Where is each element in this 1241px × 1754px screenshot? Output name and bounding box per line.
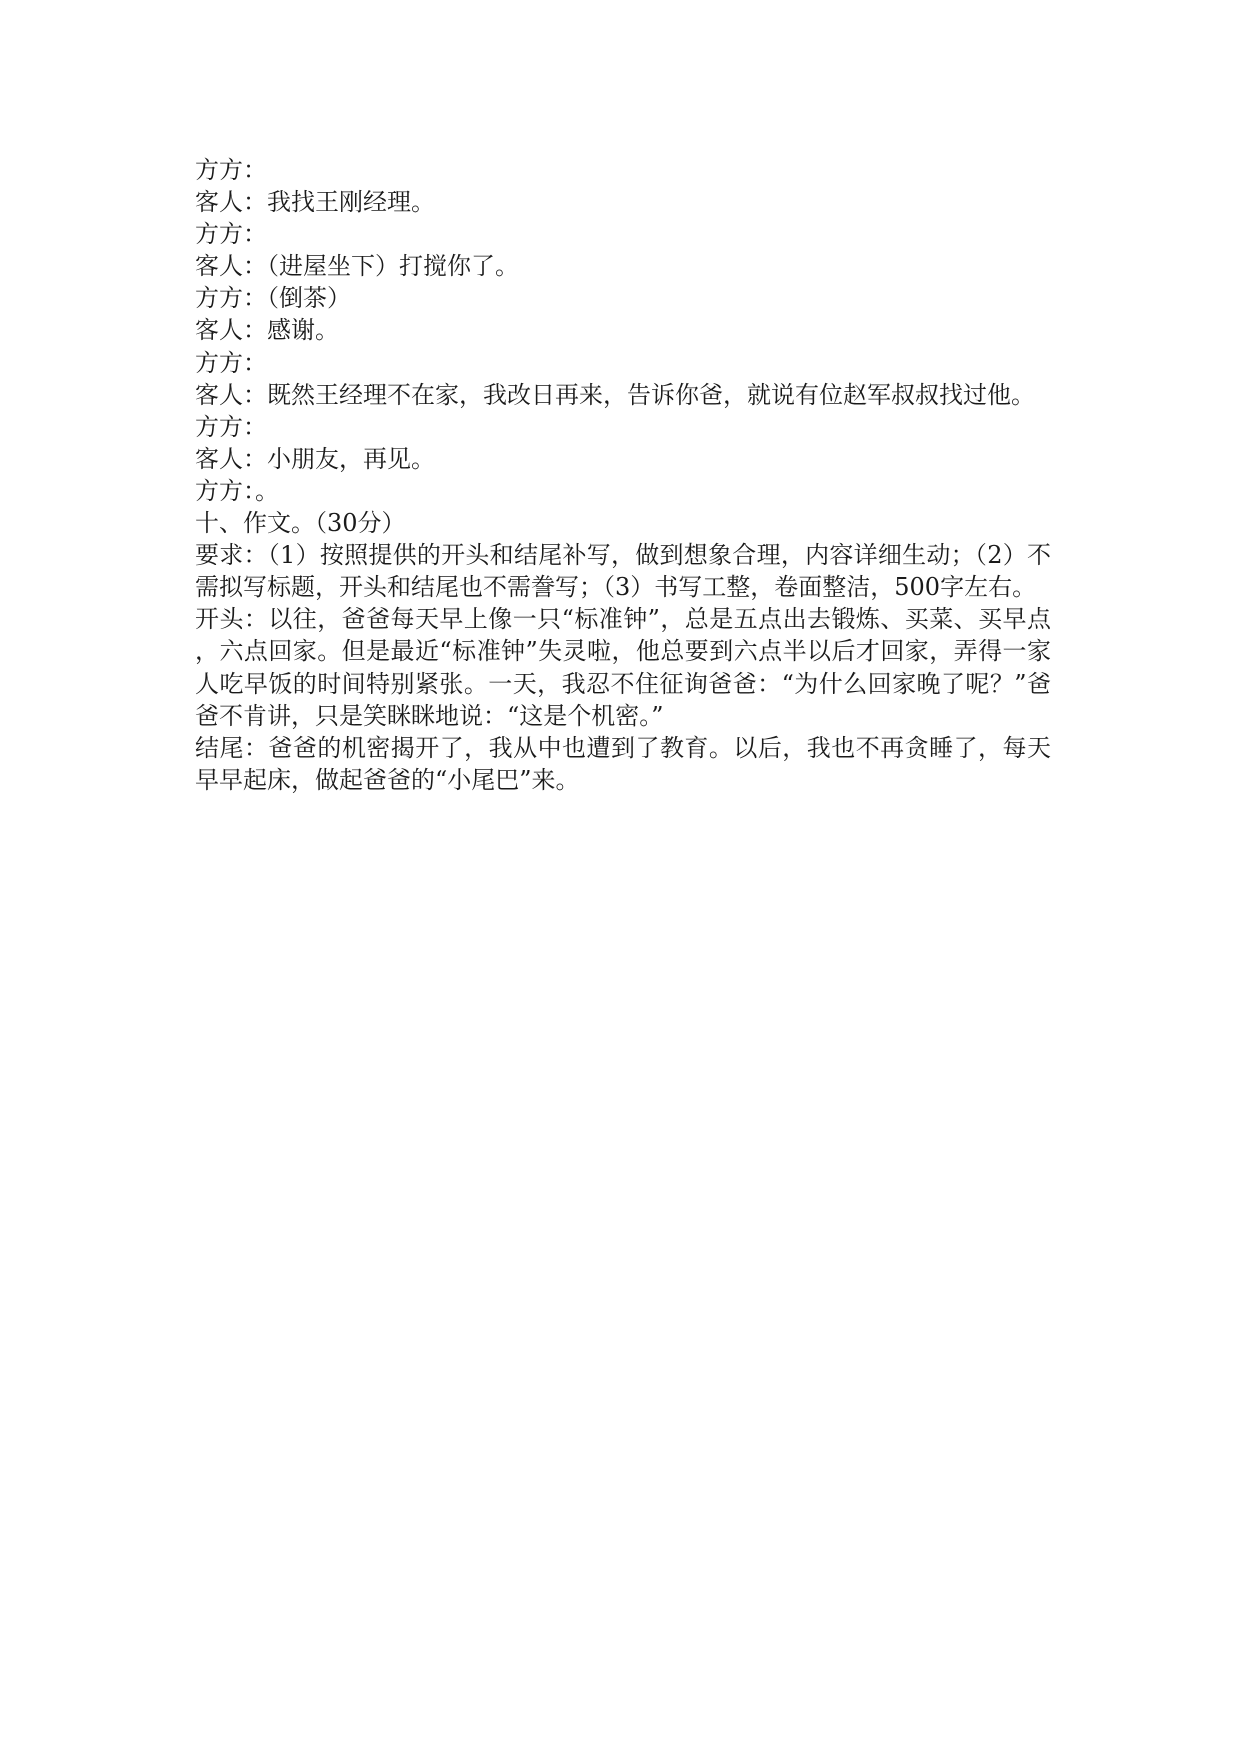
dialogue-line: 客人：既然王经理不在家，我改日再来，告诉你爸，就说有位赵军叔叔找过他。 [195, 380, 1035, 409]
dialogue-line: 方方： [195, 348, 267, 377]
dialogue-line: 方方：。 [195, 476, 279, 505]
composition-heading: 十、作文。（30分） [195, 509, 406, 538]
dialogue-line: 方方： [195, 412, 267, 441]
dialogue-line: 客人：我找王刚经理。 [195, 188, 435, 217]
dialogue-line: 客人：感谢。 [195, 316, 339, 345]
dialogue-line: 方方： [195, 156, 267, 184]
composition-opening: 开头：以往，爸爸每天早上像一只“标准钟”，总是五点出去锻炼、买菜、买早点，六点回家。但是最近“标准钟”失灵啦，他总要到六点半以后才回家，弄得一家人吃早饭的时间特别紧张。一天，我忍不住征询爸爸：“为什么回家晚了呢？”爸爸不肯讲，只是笑眯眯地说：“这是个机密。” [195, 605, 1051, 730]
dialogue-line: 客人：（进屋坐下）打搅你了。 [195, 252, 519, 281]
composition-ending: 结尾：爸爸的机密揭开了，我从中也遭到了教育。以后，我也不再贪睡了，每天早早起床，做起爸爸的“小尾巴”来。 [195, 733, 1051, 794]
dialogue-line: 方方： [195, 220, 267, 249]
dialogue-line: 客人：小朋友，再见。 [195, 444, 435, 473]
composition-requirements: 要求：（1）按照提供的开头和结尾补写，做到想象合理，内容详细生动；（2）不需拟写标题，开头和结尾也不需誊写；（3）书写工整，卷面整洁，500字左右。 [195, 541, 1051, 602]
dialogue-line: 方方：（倒茶） [195, 284, 351, 313]
document-body [195, 154, 1051, 796]
